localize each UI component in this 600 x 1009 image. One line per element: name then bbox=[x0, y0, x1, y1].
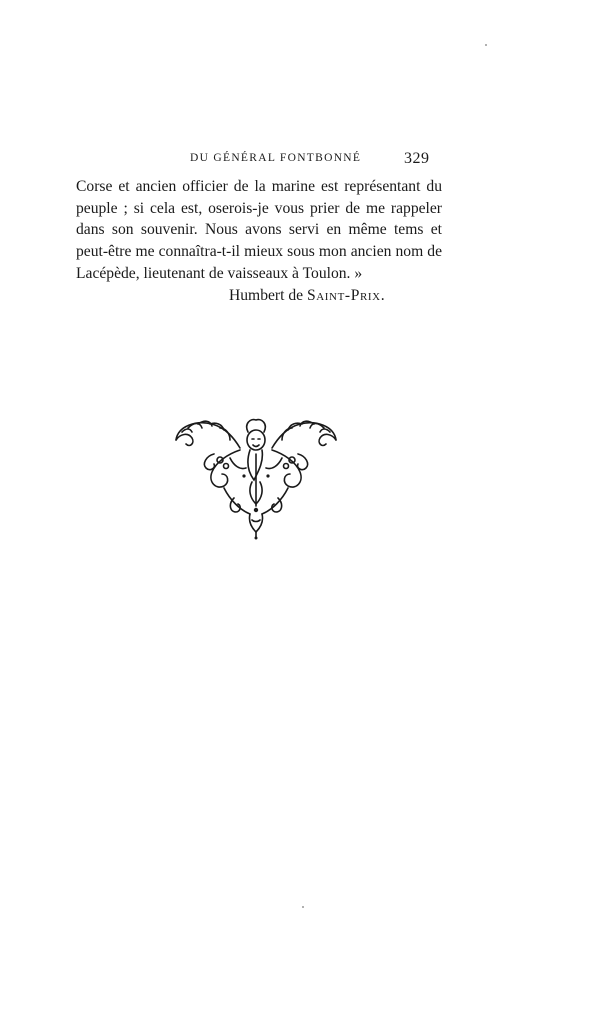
floral-tailpiece-ornament-icon bbox=[168, 410, 344, 540]
signature bbox=[229, 287, 385, 305]
running-head bbox=[0, 150, 600, 172]
signature-first-name: Humbert de bbox=[229, 287, 307, 304]
paper-speck bbox=[302, 906, 304, 908]
signature-surname: Saint-Prix. bbox=[306, 287, 386, 304]
running-title: DU GÉNÉRAL FONTBONNÉ bbox=[190, 152, 362, 164]
page-number: 329 bbox=[404, 150, 430, 167]
text-line: Corse et ancien officier de la marine est représentant du bbox=[76, 178, 442, 195]
text-line: peut-être me connaîtra-t-il mieux sous mon ancien nom de bbox=[76, 243, 442, 261]
text-line: dans son souvenir. Nous avons servi en même tems et bbox=[76, 221, 442, 239]
text-line: peuple ; si cela est, oserois-je vous prier de me rappeler bbox=[76, 199, 442, 217]
paper-speck bbox=[485, 44, 487, 46]
text-line: Lacépède, lieutenant de vaisseaux à Toulon. » bbox=[76, 264, 363, 282]
body-paragraph bbox=[76, 176, 442, 285]
